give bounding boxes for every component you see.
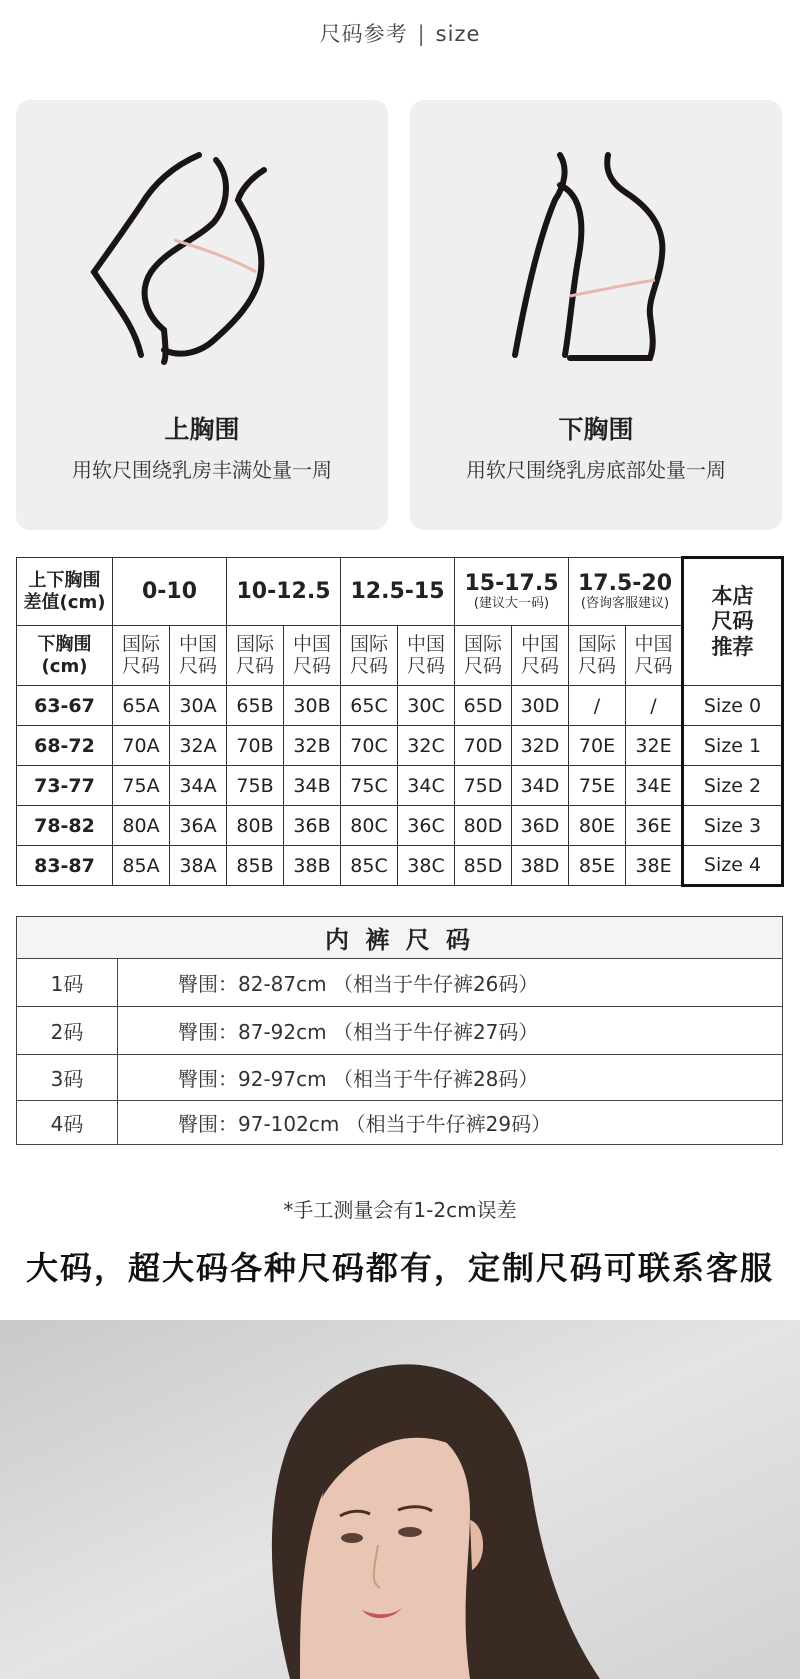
size-cell: 32C [398, 726, 455, 766]
under-bust-card [410, 100, 782, 530]
underbust-range: 68-72 [17, 726, 113, 766]
size-cell: 70D [455, 726, 512, 766]
size-cell: 75C [341, 766, 398, 806]
size-cell: 36B [284, 806, 341, 846]
bra-size-table [16, 556, 784, 887]
size-cell: 30C [398, 686, 455, 726]
table-row [17, 806, 783, 846]
underbust-label [17, 626, 113, 686]
recommended-size: Size 0 [683, 686, 783, 726]
header-separator: | [417, 22, 426, 46]
size-cell: 36A [170, 806, 227, 846]
size-cell: 75D [455, 766, 512, 806]
size-cell: 80E [569, 806, 626, 846]
underwear-desc: 臀围：92-97cm （相当于牛仔裤28码） [118, 1055, 783, 1101]
underwear-size-table [16, 916, 783, 1145]
size-cell: 85D [455, 846, 512, 886]
range-header-row [17, 558, 783, 626]
size-cell: 38B [284, 846, 341, 886]
cn-line1: 中国 [292, 632, 331, 655]
cn-size-header [170, 626, 227, 686]
underwear-size: 1码 [17, 959, 118, 1007]
bust-diff-label-line1: 上下胸围 [28, 569, 101, 591]
range-header [455, 558, 569, 626]
underwear-size: 3码 [17, 1055, 118, 1101]
table-row [17, 846, 783, 886]
size-cell: 32E [626, 726, 683, 766]
size-cell: 70B [227, 726, 284, 766]
underbust-range: 78-82 [17, 806, 113, 846]
cn-line2: 尺码 [178, 654, 217, 677]
size-cell: 34B [284, 766, 341, 806]
upper-bust-card [16, 100, 388, 530]
intl-line1: 国际 [121, 632, 160, 655]
size-cell: 85B [227, 846, 284, 886]
under-bust-figure-icon [410, 100, 782, 400]
size-cell: 30D [512, 686, 569, 726]
recommended-size: Size 2 [683, 766, 783, 806]
intl-line2: 尺码 [349, 654, 388, 677]
size-cell: 30A [170, 686, 227, 726]
table-row [17, 1101, 783, 1145]
page-header [0, 18, 800, 48]
size-cell: 32B [284, 726, 341, 766]
size-cell: 70C [341, 726, 398, 766]
intl-size-header [113, 626, 170, 686]
intl-size-header [227, 626, 284, 686]
size-cell: 70E [569, 726, 626, 766]
underbust-label-line2: (cm) [41, 655, 88, 677]
range-value: 17.5-20 [577, 571, 673, 597]
underwear-desc: 臀围：87-92cm （相当于牛仔裤27码） [118, 1007, 783, 1055]
cn-line1: 中国 [406, 632, 445, 655]
table-row [17, 1007, 783, 1055]
range-value: 10-12.5 [236, 578, 331, 604]
size-cell: 32D [512, 726, 569, 766]
range-header [227, 558, 341, 626]
model-photo-image [0, 1320, 800, 1679]
size-cell: 30B [284, 686, 341, 726]
cn-line2: 尺码 [292, 654, 331, 677]
intl-size-header [455, 626, 512, 686]
size-cell: 85C [341, 846, 398, 886]
size-cell: 65C [341, 686, 398, 726]
intl-line1: 国际 [463, 632, 502, 655]
underbust-range: 63-67 [17, 686, 113, 726]
intl-line1: 国际 [577, 632, 616, 655]
size-cell: 36D [512, 806, 569, 846]
size-cell: 36C [398, 806, 455, 846]
range-value: 0-10 [141, 578, 198, 604]
under-bust-desc: 用软尺围绕乳房底部处量一周 [466, 458, 726, 482]
underwear-desc: 臀围：82-87cm （相当于牛仔裤26码） [118, 959, 783, 1007]
model-photo [0, 1320, 800, 1679]
underbust-range: 73-77 [17, 766, 113, 806]
intl-line2: 尺码 [577, 654, 616, 677]
rec-header-line1: 本店 [711, 584, 754, 609]
header-title-en: size [435, 22, 481, 46]
measurement-error-note: *手工测量会有1-2cm误差 [283, 1198, 517, 1222]
size-cell: 36E [626, 806, 683, 846]
size-type-row [17, 626, 783, 686]
range-header [341, 558, 455, 626]
size-cell: 34E [626, 766, 683, 806]
underwear-desc: 臀围：97-102cm （相当于牛仔裤29码） [118, 1101, 783, 1145]
size-cell: 80B [227, 806, 284, 846]
cn-size-header [398, 626, 455, 686]
table-row [17, 766, 783, 806]
table-row [17, 686, 783, 726]
range-note: (建议大一码) [473, 596, 550, 612]
underwear-table-title: 内 裤 尺 码 [17, 917, 783, 959]
cn-line2: 尺码 [406, 654, 445, 677]
intl-line2: 尺码 [235, 654, 274, 677]
range-note: (咨询客服建议) [580, 596, 670, 612]
size-cell: 75B [227, 766, 284, 806]
underbust-label-line1: 下胸围 [37, 633, 92, 655]
size-cell: 65D [455, 686, 512, 726]
intl-line2: 尺码 [121, 654, 160, 677]
upper-bust-desc: 用软尺围绕乳房丰满处量一周 [72, 458, 332, 482]
size-cell: 85E [569, 846, 626, 886]
intl-line2: 尺码 [463, 654, 502, 677]
size-cell: 75E [569, 766, 626, 806]
recommended-size-header [683, 558, 783, 686]
size-cell: 85A [113, 846, 170, 886]
size-cell: 34D [512, 766, 569, 806]
size-cell: 34A [170, 766, 227, 806]
range-header [569, 558, 683, 626]
table-row [17, 1055, 783, 1101]
custom-size-note: 大码，超大码各种尺码都有，定制尺码可联系客服 [25, 1249, 774, 1287]
cn-line1: 中国 [634, 632, 673, 655]
rec-header-line3: 推荐 [711, 634, 754, 659]
size-cell: 80A [113, 806, 170, 846]
size-cell: 65A [113, 686, 170, 726]
cn-line2: 尺码 [520, 654, 559, 677]
intl-line1: 国际 [235, 632, 274, 655]
rec-header-line2: 尺码 [711, 609, 754, 634]
underwear-size: 4码 [17, 1101, 118, 1145]
range-value: 15-17.5 [464, 571, 559, 597]
size-cell: 80D [455, 806, 512, 846]
size-cell: 38D [512, 846, 569, 886]
cn-line2: 尺码 [634, 654, 673, 677]
table-row [17, 959, 783, 1007]
size-cell: 38A [170, 846, 227, 886]
recommended-size: Size 4 [683, 846, 783, 886]
recommended-size: Size 1 [683, 726, 783, 766]
size-cell: 38E [626, 846, 683, 886]
header-title-cn: 尺码参考 [319, 22, 408, 46]
table-row [17, 726, 783, 766]
intl-size-header [341, 626, 398, 686]
size-cell: 34C [398, 766, 455, 806]
size-cell: / [626, 686, 683, 726]
upper-bust-figure-icon [16, 100, 388, 400]
cn-line1: 中国 [520, 632, 559, 655]
cn-line1: 中国 [178, 632, 217, 655]
size-cell: 65B [227, 686, 284, 726]
under-bust-title: 下胸围 [558, 415, 634, 444]
upper-bust-title: 上胸围 [164, 415, 240, 444]
underbust-range: 83-87 [17, 846, 113, 886]
intl-line1: 国际 [349, 632, 388, 655]
cn-size-header [512, 626, 569, 686]
range-header [113, 558, 227, 626]
size-cell: 32A [170, 726, 227, 766]
cn-size-header [626, 626, 683, 686]
size-cell: 75A [113, 766, 170, 806]
size-cell: 80C [341, 806, 398, 846]
size-cell: 38C [398, 846, 455, 886]
size-cell: / [569, 686, 626, 726]
bust-diff-label [17, 558, 113, 626]
range-value: 12.5-15 [350, 578, 445, 604]
size-cell: 70A [113, 726, 170, 766]
bust-diff-label-line2: 差值(cm) [23, 591, 106, 613]
recommended-size: Size 3 [683, 806, 783, 846]
underwear-size: 2码 [17, 1007, 118, 1055]
underwear-title-row [17, 917, 783, 959]
cn-size-header [284, 626, 341, 686]
intl-size-header [569, 626, 626, 686]
